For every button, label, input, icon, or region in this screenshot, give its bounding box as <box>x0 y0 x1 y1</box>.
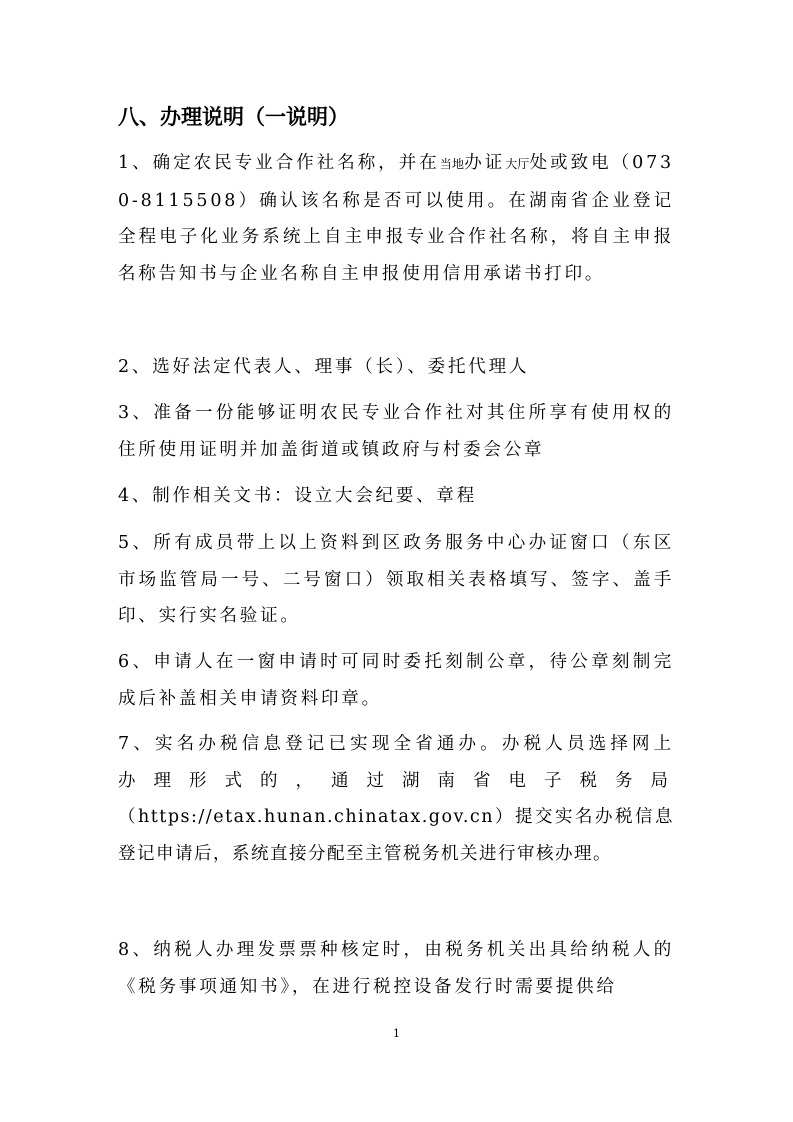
item-1-text-c: 办证 <box>464 153 506 173</box>
item-1-small-hall: 大厅 <box>505 157 530 171</box>
item-6: 6、申请人在一窗申请时可同时委托刻制公章，待公章刻制完成后补盖相关申请资料印章。 <box>118 652 674 709</box>
item-7-rest: （https://etax.hunan.chinatax.gov.cn）提交实名办税信息登记申请后，系统直接分配至主管税务机关进行审核办理。 <box>118 807 674 864</box>
item-3: 3、准备一份能够证明农民专业合作社对其住所享有使用权的住所使用证明并加盖街道或镇政府与村委会公章 <box>118 403 674 460</box>
item-5: 5、所有成员带上以上资料到区政务服务中心办证窗口（东区市场监管局一号、二号窗口）领取相关表格填写、签字、盖手印、实行实名验证。 <box>118 533 674 626</box>
item-1-small-local: 当地 <box>439 157 465 171</box>
item-8: 8、纳税人办理发票票种核定时，由税务机关出具给纳税人的《税务事项通知书》，在进行税控设备发行时需要提供给 <box>118 940 674 997</box>
item-4: 4、制作相关文书：设立大会纪要、章程 <box>118 486 478 506</box>
section-heading: 八、办理说明（一说明） <box>118 105 349 129</box>
item-2: 2、选好法定代表人、理事（长）、委托代理人 <box>118 357 530 377</box>
item-1 <box>118 145 674 292</box>
item-7-line-2: 办理形式的，通过湖南省电子税务局 <box>118 770 674 791</box>
item-7 <box>118 726 674 872</box>
item-7-line-1: 7、实名办税信息登记已实现全省通办。办税人员选择网上 <box>118 734 674 754</box>
item-1-text-e: 处或致电（0730-8115508）确认该名称是否可以使用。在湖南省企业登记全程电子化业务系统上自主申报专业合作社名称，将自主申报名称告知书与企业名称自主申报使用信用承诺书打印。 <box>118 153 674 284</box>
item-1-text-a: 1、确定农民专业合作社名称，并在 <box>118 153 440 173</box>
page-number: 1 <box>393 1027 400 1040</box>
